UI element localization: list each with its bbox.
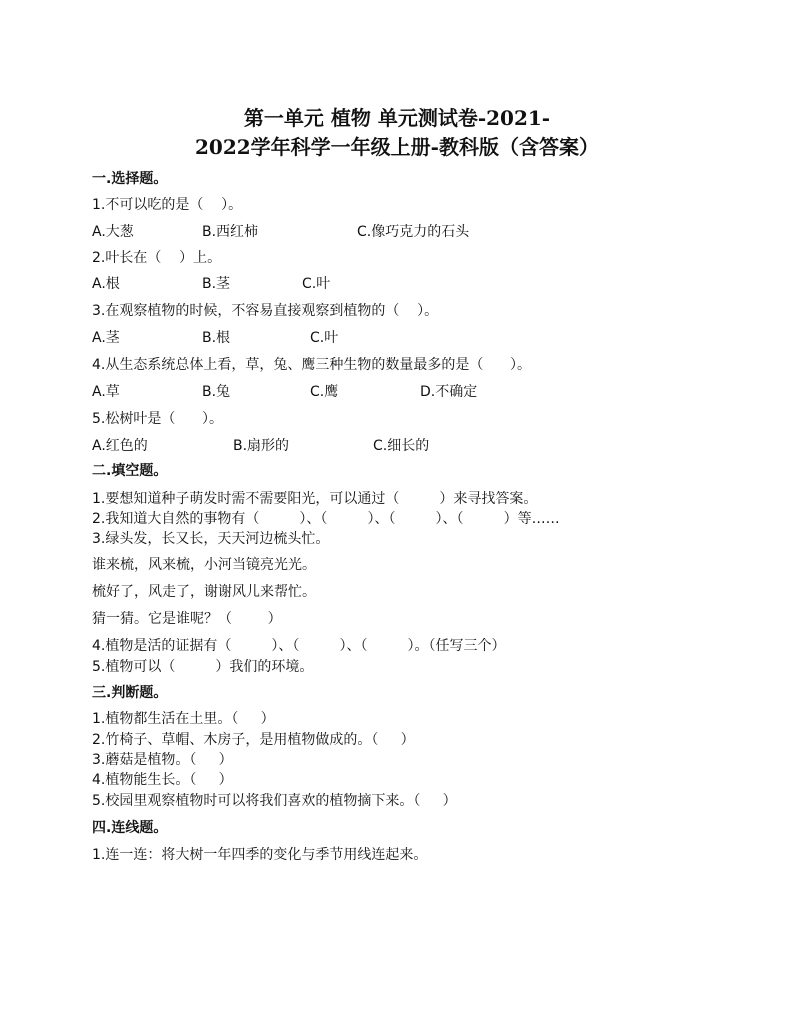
option-a: A.草 [92,384,120,400]
question-text: 1.连一连：将大树一年四季的变化与季节用线连起来。 [92,847,428,863]
question-text: 5.松树叶是（ ）。 [92,411,224,427]
question-text: 1.不可以吃的是（ ）。 [92,197,243,213]
option-c: C.鹰 [310,384,339,400]
question-text: 5.校园里观察植物时可以将我们喜欢的植物摘下来。（ ） [92,793,457,809]
section-heading-choice: 一.选择题。 [92,171,168,187]
option-b: B.西红柿 [202,224,259,240]
option-b: B.扇形的 [233,438,290,454]
question-text: 3.绿头发，长又长，天天河边梳头忙。 [92,531,330,547]
section-heading-match: 四.连线题。 [92,820,168,836]
question-text: 4.植物是活的证据有（ ）、（ ）、（ ）。（任写三个） [92,638,506,654]
option-a: A.根 [92,276,120,292]
question-text: 4.植物能生长。（ ） [92,772,233,788]
question-text: 1.要想知道种子萌发时需不需要阳光，可以通过（ ）来寻找答案。 [92,491,538,507]
question-text: 3.蘑菇是植物。（ ） [92,752,233,768]
option-b: B.根 [202,330,231,346]
section-heading-judge: 三.判断题。 [92,685,168,701]
option-b: B.兔 [202,384,231,400]
option-c: C.像巧克力的石头 [357,224,470,240]
option-c: C.细长的 [373,438,430,454]
question-text: 4.从生态系统总体上看，草，兔、鹰三种生物的数量最多的是（ ）。 [92,357,532,373]
section-heading-fill: 二.填空题。 [92,463,168,479]
option-a: A.红色的 [92,438,148,454]
option-a: A.大葱 [92,224,134,240]
question-text: 2.叶长在（ ）上。 [92,250,222,266]
question-text: 5.植物可以（ ）我们的环境。 [92,659,314,675]
riddle-line: 谁来梳，风来梳，小河当镜亮光光。 [92,557,316,573]
question-text: 2.竹椅子、草帽、木房子，是用植物做成的。（ ） [92,732,415,748]
question-text: 3.在观察植物的时候，不容易直接观察到植物的（ ）。 [92,303,439,319]
document-title-line2: 2022学年科学一年级上册-教科版（含答案） [195,135,599,159]
question-text: 1.植物都生活在土里。（ ） [92,711,275,727]
riddle-line: 梳好了，风走了，谢谢风儿来帮忙。 [92,584,316,600]
riddle-question: 猜一猜。它是谁呢？（ ） [92,611,282,627]
question-text: 2.我知道大自然的事物有（ ）、（ ）、（ ）、（ ）等…… [92,511,560,527]
option-c: C.叶 [310,330,339,346]
document-title-line1: 第一单元 植物 单元测试卷-2021- [243,106,551,130]
option-c: C.叶 [302,276,331,292]
option-b: B.茎 [202,276,231,292]
option-a: A.茎 [92,330,120,346]
option-d: D.不确定 [420,384,478,400]
